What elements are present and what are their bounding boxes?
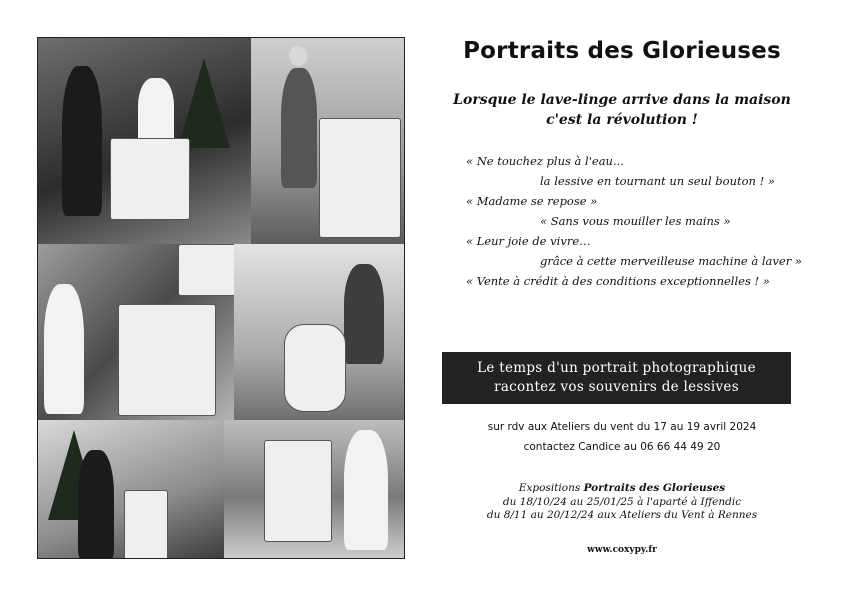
washing-machine bbox=[264, 440, 332, 542]
photo-family-washers bbox=[38, 244, 234, 420]
photo-kitchen-washer bbox=[234, 244, 405, 420]
quote-line: « Ne touchez plus à l'eau... bbox=[466, 154, 624, 168]
woman-figure bbox=[344, 264, 384, 364]
contact-info bbox=[430, 417, 814, 457]
banner-line: racontez vos souvenirs de lessives bbox=[494, 379, 739, 395]
woman-figure bbox=[78, 450, 114, 559]
quote-line: « Leur joie de vivre… bbox=[466, 234, 591, 248]
woman-figure bbox=[344, 430, 388, 550]
quote-line: « Madame se repose » bbox=[466, 194, 598, 208]
photo-washer-ad bbox=[224, 420, 405, 559]
contact-phone: contactez Candice au 06 66 44 49 20 bbox=[523, 441, 721, 453]
exhibitions-heading bbox=[430, 482, 814, 496]
dryer bbox=[178, 244, 234, 296]
exhibition-date-line: du 18/10/24 au 25/01/25 à l'aparté à Iffendic bbox=[502, 495, 742, 508]
quote-line: « Sans vous mouiller les mains » bbox=[540, 214, 731, 228]
photo-christmas-ad bbox=[38, 420, 224, 559]
exhibitions-prefix: Expositions bbox=[518, 482, 584, 494]
tub-washer bbox=[284, 324, 346, 412]
quote-line: la lessive en tournant un seul bouton ! » bbox=[540, 174, 775, 188]
exhibition-date-line: du 8/11 au 20/12/24 aux Ateliers du Vent à Rennes bbox=[486, 509, 758, 521]
subtitle-line: Lorsque le lave-linge arrive dans la maison bbox=[453, 92, 791, 108]
exhibitions-info bbox=[430, 482, 814, 523]
woman-figure bbox=[281, 68, 317, 188]
washing-machine bbox=[124, 490, 168, 559]
man-figure bbox=[62, 66, 102, 216]
subtitle-line: c'est la révolution ! bbox=[546, 112, 698, 128]
washing-machine bbox=[118, 304, 216, 416]
subtitle bbox=[430, 90, 814, 130]
quote-list bbox=[466, 151, 806, 291]
christmas-tree bbox=[178, 58, 230, 148]
appointment-dates: sur rdv aux Ateliers du vent du 17 au 19 avril 2024 bbox=[487, 421, 757, 433]
exhibitions-name: Portraits des Glorieuses bbox=[583, 482, 726, 494]
woman-figure bbox=[44, 284, 84, 414]
quote-line: grâce à cette merveilleuse machine à laver » bbox=[540, 254, 802, 268]
photo-christmas-washer bbox=[38, 38, 251, 244]
page-title: Portraits des Glorieuses bbox=[463, 38, 781, 64]
call-to-action-banner bbox=[442, 352, 791, 404]
head bbox=[289, 46, 307, 66]
washing-machine bbox=[110, 138, 190, 220]
washing-machine bbox=[319, 118, 401, 238]
website-link[interactable]: www.coxypy.fr bbox=[587, 545, 657, 555]
vintage-photo-collage bbox=[37, 37, 405, 559]
photo-woman-washer bbox=[251, 38, 405, 244]
banner-line: Le temps d'un portrait photographique bbox=[477, 360, 756, 376]
quote-line: « Vente à crédit à des conditions exceptionnelles ! » bbox=[466, 274, 770, 288]
